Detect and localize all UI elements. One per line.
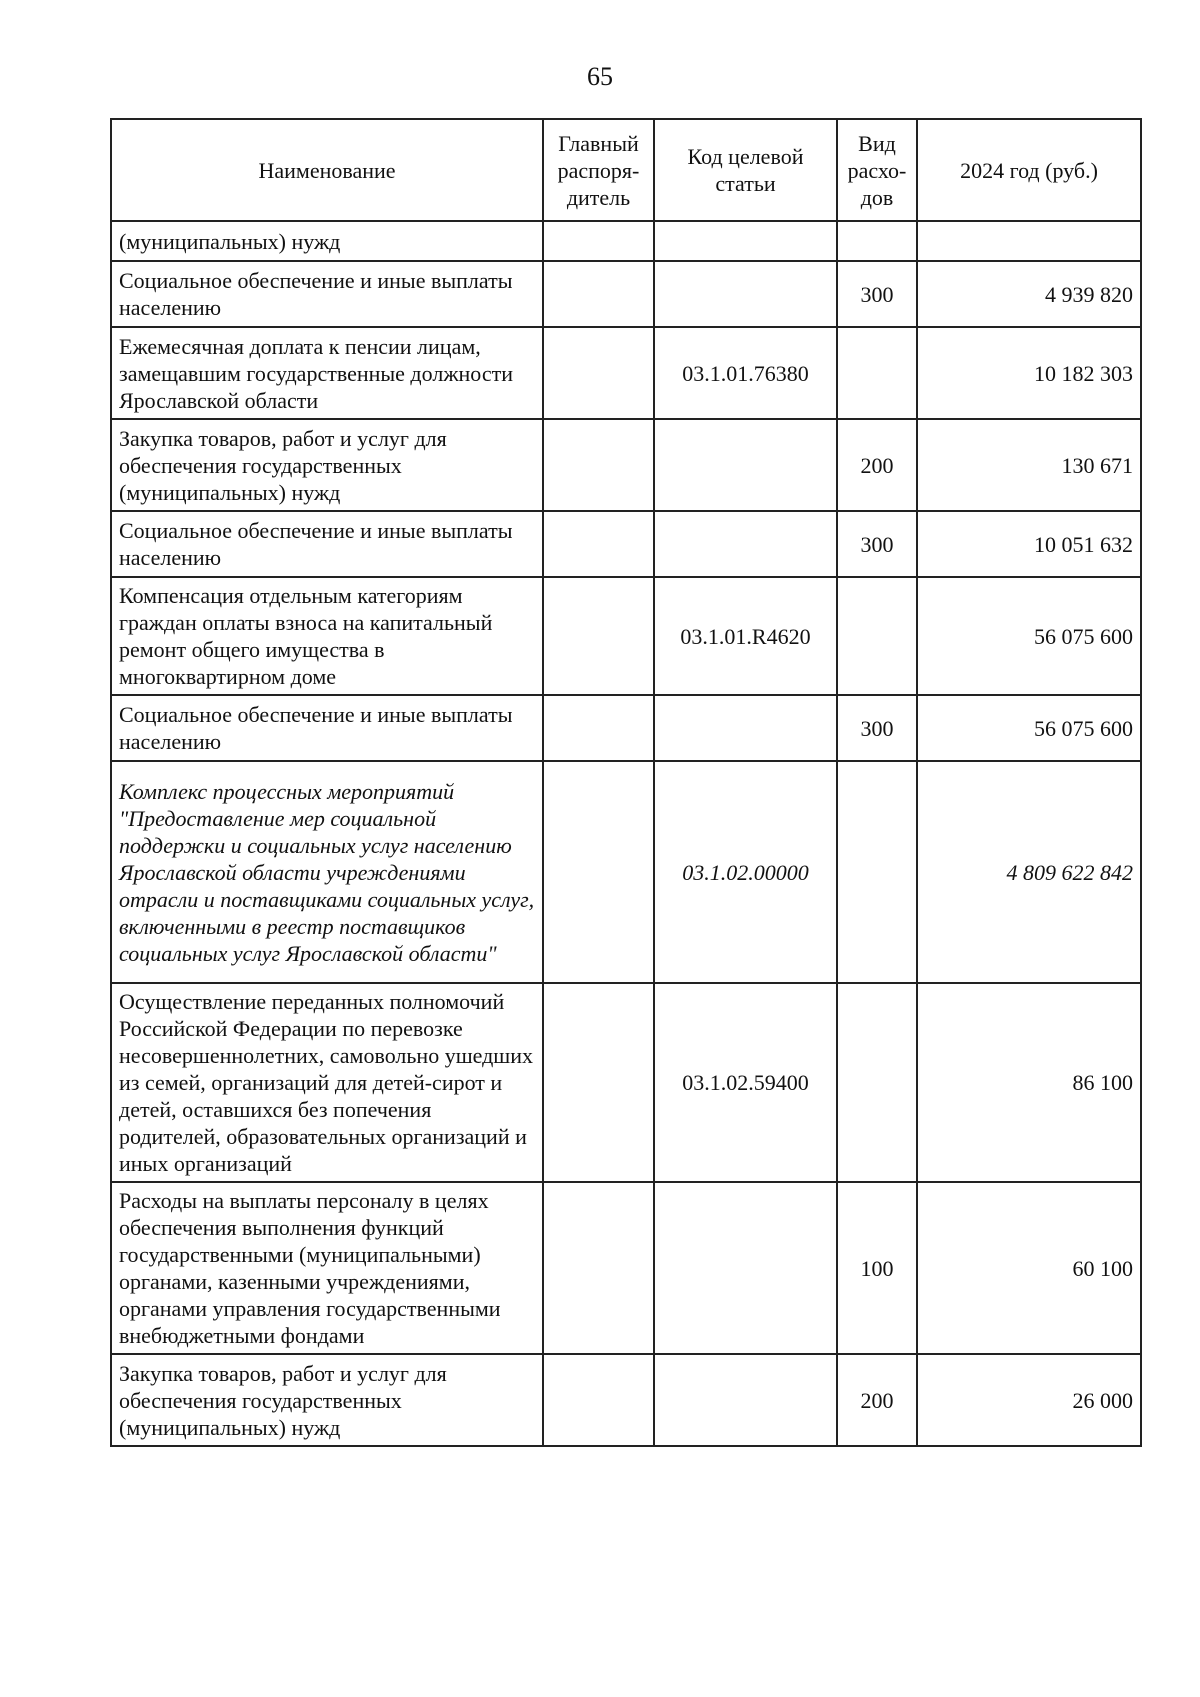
row-amount-cell: 56 075 600 <box>917 577 1141 695</box>
row-main-manager-cell <box>543 1182 654 1354</box>
budget-table <box>110 118 1142 1447</box>
row-expense-type-cell <box>837 983 917 1182</box>
header-target-code: Код целевой статьи <box>654 119 837 221</box>
row-expense-type-cell <box>837 327 917 419</box>
row-amount-cell: 86 100 <box>917 983 1141 1182</box>
row-expense-type-cell: 200 <box>837 419 917 511</box>
row-name-cell: Компенсация отдельным категориям граждан оплаты взноса на капитальный ремонт общего имущества в многоквартирном доме <box>111 577 543 695</box>
table-header-row <box>111 119 1141 221</box>
row-name-cell: Ежемесячная доплата к пенсии лицам, замещавшим государственные должности Ярославской области <box>111 327 543 419</box>
row-main-manager-cell <box>543 327 654 419</box>
row-target-code-cell <box>654 1182 837 1354</box>
row-target-code-cell: 03.1.02.59400 <box>654 983 837 1182</box>
row-expense-type-cell: 300 <box>837 695 917 761</box>
row-amount-cell: 26 000 <box>917 1354 1141 1446</box>
row-target-code-cell <box>654 221 837 261</box>
row-name-cell: Социальное обеспечение и иные выплаты населению <box>111 261 543 327</box>
row-expense-type-cell <box>837 577 917 695</box>
header-main-manager: Главный распоря-дитель <box>543 119 654 221</box>
row-main-manager-cell <box>543 761 654 983</box>
row-target-code-cell <box>654 261 837 327</box>
table-row <box>111 419 1141 511</box>
header-name: Наименование <box>111 119 543 221</box>
row-amount-cell: 4 809 622 842 <box>917 761 1141 983</box>
row-amount-cell: 60 100 <box>917 1182 1141 1354</box>
row-amount-cell: 130 671 <box>917 419 1141 511</box>
row-name-cell: Осуществление переданных полномочий Российской Федерации по перевозке несовершеннолетних, самовольно ушедших из семей, организаций для детей-сирот и детей, оставшихся без попечения родителей, образовательных организаций и иных организаций <box>111 983 543 1182</box>
row-expense-type-cell: 300 <box>837 511 917 577</box>
table-row <box>111 511 1141 577</box>
row-name-cell: Закупка товаров, работ и услуг для обеспечения государственных (муниципальных) нужд <box>111 419 543 511</box>
row-expense-type-cell: 300 <box>837 261 917 327</box>
row-main-manager-cell <box>543 1354 654 1446</box>
page-number: 65 <box>587 62 613 91</box>
row-main-manager-cell <box>543 511 654 577</box>
header-expense-type: Вид расхо-дов <box>837 119 917 221</box>
table-row <box>111 983 1141 1182</box>
row-name-cell: Расходы на выплаты персоналу в целях обеспечения выполнения функций государственными (муниципальными) органами, казенными учреждениями, органами управления государственными внебюджетными фондами <box>111 1182 543 1354</box>
row-target-code-cell: 03.1.02.00000 <box>654 761 837 983</box>
row-name-cell: Социальное обеспечение и иные выплаты населению <box>111 511 543 577</box>
row-amount-cell: 10 051 632 <box>917 511 1141 577</box>
row-target-code-cell <box>654 419 837 511</box>
row-main-manager-cell <box>543 221 654 261</box>
header-amount-2024: 2024 год (руб.) <box>917 119 1141 221</box>
row-target-code-cell: 03.1.01.76380 <box>654 327 837 419</box>
row-main-manager-cell <box>543 261 654 327</box>
table-row <box>111 761 1141 983</box>
row-amount-cell: 56 075 600 <box>917 695 1141 761</box>
row-amount-cell: 4 939 820 <box>917 261 1141 327</box>
row-name-cell: (муниципальных) нужд <box>111 221 543 261</box>
row-target-code-cell <box>654 695 837 761</box>
table-row <box>111 221 1141 261</box>
row-target-code-cell <box>654 511 837 577</box>
table-row <box>111 1182 1141 1354</box>
row-main-manager-cell <box>543 419 654 511</box>
row-name-cell: Закупка товаров, работ и услуг для обеспечения государственных (муниципальных) нужд <box>111 1354 543 1446</box>
row-name-cell: Комплекс процессных мероприятий "Предоставление мер социальной поддержки и социальных услуг населению Ярославской области учреждениями отрасли и поставщиками социальных услуг, включенными в реестр поставщиков социальных услуг Ярославской области" <box>111 761 543 983</box>
row-expense-type-cell <box>837 761 917 983</box>
row-amount-cell: 10 182 303 <box>917 327 1141 419</box>
table-row <box>111 261 1141 327</box>
row-expense-type-cell: 200 <box>837 1354 917 1446</box>
row-name-cell: Социальное обеспечение и иные выплаты населению <box>111 695 543 761</box>
row-amount-cell <box>917 221 1141 261</box>
row-target-code-cell: 03.1.01.R4620 <box>654 577 837 695</box>
row-target-code-cell <box>654 1354 837 1446</box>
row-main-manager-cell <box>543 983 654 1182</box>
row-main-manager-cell <box>543 577 654 695</box>
row-expense-type-cell <box>837 221 917 261</box>
table-row <box>111 577 1141 695</box>
table-row <box>111 1354 1141 1446</box>
table-body <box>111 221 1141 1446</box>
row-expense-type-cell: 100 <box>837 1182 917 1354</box>
table-row <box>111 327 1141 419</box>
row-main-manager-cell <box>543 695 654 761</box>
table-row <box>111 695 1141 761</box>
